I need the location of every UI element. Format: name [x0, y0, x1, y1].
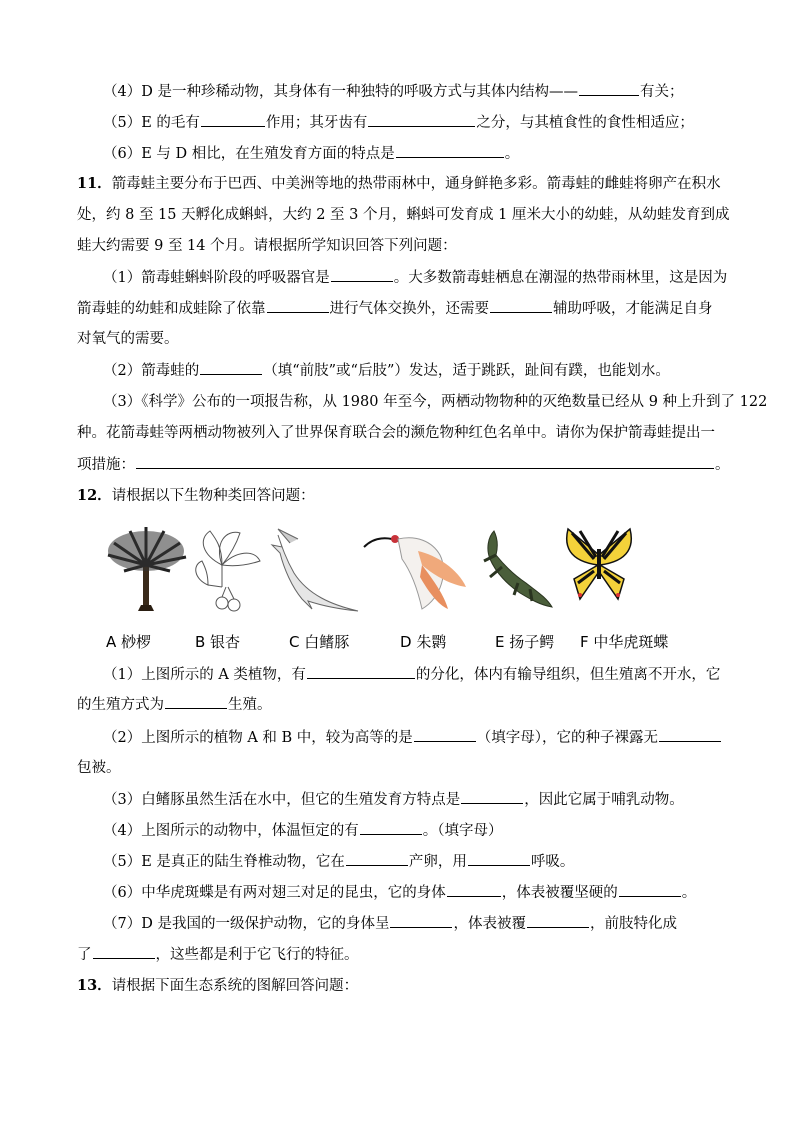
answer-blank[interactable] — [468, 851, 530, 866]
q12-2 — [103, 727, 722, 748]
q11-3-cont — [77, 423, 715, 443]
answer-blank[interactable] — [136, 454, 714, 469]
q11-1-cont2 — [77, 329, 179, 349]
answer-blank[interactable] — [267, 298, 329, 313]
answer-blank[interactable] — [368, 112, 475, 127]
q11-stem-1 — [77, 174, 721, 194]
text: 。 — [504, 146, 520, 162]
caption-b: B 银杏 — [195, 633, 241, 651]
tree-fern-image — [104, 525, 188, 613]
q11-3 — [103, 392, 767, 412]
text: （2）上图所示的植物 A 和 B 中，较为高等的是 — [103, 730, 413, 746]
answer-blank[interactable] — [414, 727, 476, 742]
caption-f: F 中华虎斑蝶 — [580, 633, 669, 651]
q12-1-cont — [77, 694, 272, 715]
text: 。 — [715, 457, 730, 473]
text: （填字母），它的种子裸露无 — [476, 730, 659, 746]
answer-blank[interactable] — [396, 143, 504, 158]
answer-blank[interactable] — [527, 913, 589, 928]
text: 作用；其牙齿有 — [265, 115, 368, 131]
answer-blank[interactable] — [93, 944, 155, 959]
answer-blank[interactable] — [201, 112, 265, 127]
answer-blank[interactable] — [331, 267, 393, 282]
crested-ibis-image — [362, 525, 468, 615]
q12-6 — [103, 882, 696, 903]
text: 请根据下面生态系统的图解回答问题： — [111, 978, 359, 994]
text: （7）D 是我国的一级保护动物，它的身体呈 — [103, 916, 390, 932]
text: （5）E 的毛有 — [103, 115, 200, 131]
answer-blank[interactable] — [307, 664, 415, 679]
text: （4）D 是一种珍稀动物，其身体有一种独特的呼吸方式与其体内结构—— — [103, 84, 578, 100]
text: 。（填字母） — [422, 823, 503, 839]
answer-blank[interactable] — [619, 882, 681, 897]
text: 呼吸。 — [530, 854, 575, 870]
q12-2-cont — [77, 758, 121, 778]
q11-stem-2 — [77, 205, 729, 225]
q13-stem — [77, 976, 358, 996]
text: （3）白鳍豚虽然生活在水中，但它的生殖发育方特点是 — [103, 792, 461, 808]
text: 蛙大约需要 9 至 14 个月。请根据所学知识回答下列问题： — [77, 238, 457, 254]
text: 的分化，体内有输导组织，但生殖离不开水，它 — [415, 667, 721, 683]
q12-1 — [103, 664, 720, 685]
q11-3-cont2 — [77, 454, 730, 475]
text: （4）上图所示的动物中，体温恒定的有 — [103, 823, 359, 839]
q12-3 — [103, 789, 684, 810]
text: ，因此它属于哺乳动物。 — [524, 792, 684, 808]
text: ，前肢特化成 — [589, 916, 677, 932]
q12-5 — [103, 851, 574, 872]
q12-stem — [77, 486, 315, 506]
text: 项措施： — [77, 457, 135, 473]
text: 生殖。 — [228, 697, 272, 713]
text: 有关； — [639, 84, 684, 100]
answer-blank[interactable] — [360, 820, 422, 835]
text: 包被。 — [77, 760, 121, 776]
caption-d: D 朱鹮 — [400, 633, 447, 651]
text: 种。花箭毒蛙等两栖动物被列入了世界保育联合会的濒危物种红色名单中。请你为保护箭毒蛙提出一 — [77, 425, 715, 441]
text: 进行气体交换外，还需要 — [329, 301, 489, 317]
text: （1）上图所示的 A 类植物，有 — [103, 667, 306, 683]
text: 的生殖方式为 — [77, 697, 164, 713]
answer-blank[interactable] — [346, 851, 408, 866]
ginkgo-image — [192, 525, 264, 615]
caption-a: A 桫椤 — [106, 633, 152, 651]
text: （6）E 与 D 相比，在生殖发育方面的特点是 — [103, 146, 395, 162]
answer-blank[interactable] — [490, 298, 552, 313]
q10-5 — [103, 112, 694, 133]
text: 了 — [77, 947, 92, 963]
text: 产卵，用 — [408, 854, 467, 870]
text: 箭毒蛙的幼蛙和成蛙除了依靠 — [77, 301, 266, 317]
baiji-image — [268, 525, 364, 615]
answer-blank[interactable] — [579, 81, 639, 96]
text: 处，约 8 至 15 天孵化成蝌蚪，大约 2 至 3 个月，蝌蚪可发育成 1 厘米大小的幼蛙，从幼蛙发育到成 — [77, 207, 730, 223]
caption-e: E 扬子鳄 — [495, 633, 555, 651]
answer-blank[interactable] — [390, 913, 452, 928]
answer-blank[interactable] — [461, 789, 523, 804]
q11-1-cont — [77, 298, 713, 319]
text: （5）E 是真正的陆生脊椎动物，它在 — [103, 854, 345, 870]
q11-stem-3 — [77, 236, 457, 256]
q10-6 — [103, 143, 519, 164]
text: （2）箭毒蛙的 — [103, 363, 200, 379]
q10-4 — [103, 81, 683, 102]
alligator-image — [474, 525, 554, 615]
text: 请根据以下生物种类回答问题： — [111, 488, 315, 504]
organism-figure — [104, 525, 644, 620]
text: 之分，与其植食性的食性相适应； — [476, 115, 694, 131]
text: （填“前肢”或“后肢”）发达，适于跳跃，趾间有蹼，也能划水。 — [263, 363, 670, 379]
answer-blank[interactable] — [447, 882, 501, 897]
text: （3）《科学》公布的一项报告称，从 1980 年至今，两栖动物物种的灭绝数量已经从 9 种上升到了 122 — [103, 394, 768, 410]
answer-blank[interactable] — [165, 694, 227, 709]
q11-1 — [103, 267, 727, 288]
text: （1）箭毒蛙蝌蚪阶段的呼吸器官是 — [103, 270, 330, 286]
text: ，这些都是利于它飞行的特征。 — [155, 947, 359, 963]
q12-7-cont — [77, 944, 359, 965]
caption-c: C 白鳍豚 — [289, 633, 350, 651]
answer-blank[interactable] — [659, 727, 721, 742]
question-number: 11． — [77, 175, 112, 192]
butterfly-image — [564, 525, 634, 605]
text: 箭毒蛙主要分布于巴西、中美洲等地的热带雨林中，通身鲜艳多彩。箭毒蛙的雌蛙将卵产在积水 — [111, 176, 721, 192]
text: ，体表被覆坚硬的 — [501, 885, 618, 901]
text: 。 — [681, 885, 697, 901]
text: ，体表被覆 — [453, 916, 526, 932]
q12-4 — [103, 820, 502, 841]
q12-7 — [103, 913, 677, 934]
question-number: 13． — [77, 977, 112, 994]
text: 对氧气的需要。 — [77, 331, 179, 347]
text: 辅助呼吸，才能满足自身 — [553, 301, 713, 317]
text: （6）中华虎斑蝶是有两对翅三对足的昆虫，它的身体 — [103, 885, 446, 901]
question-number: 12． — [77, 487, 112, 504]
q11-2 — [103, 360, 670, 381]
text: 。大多数箭毒蛙栖息在潮湿的热带雨林里，这是因为 — [393, 270, 728, 286]
answer-blank[interactable] — [200, 360, 262, 375]
